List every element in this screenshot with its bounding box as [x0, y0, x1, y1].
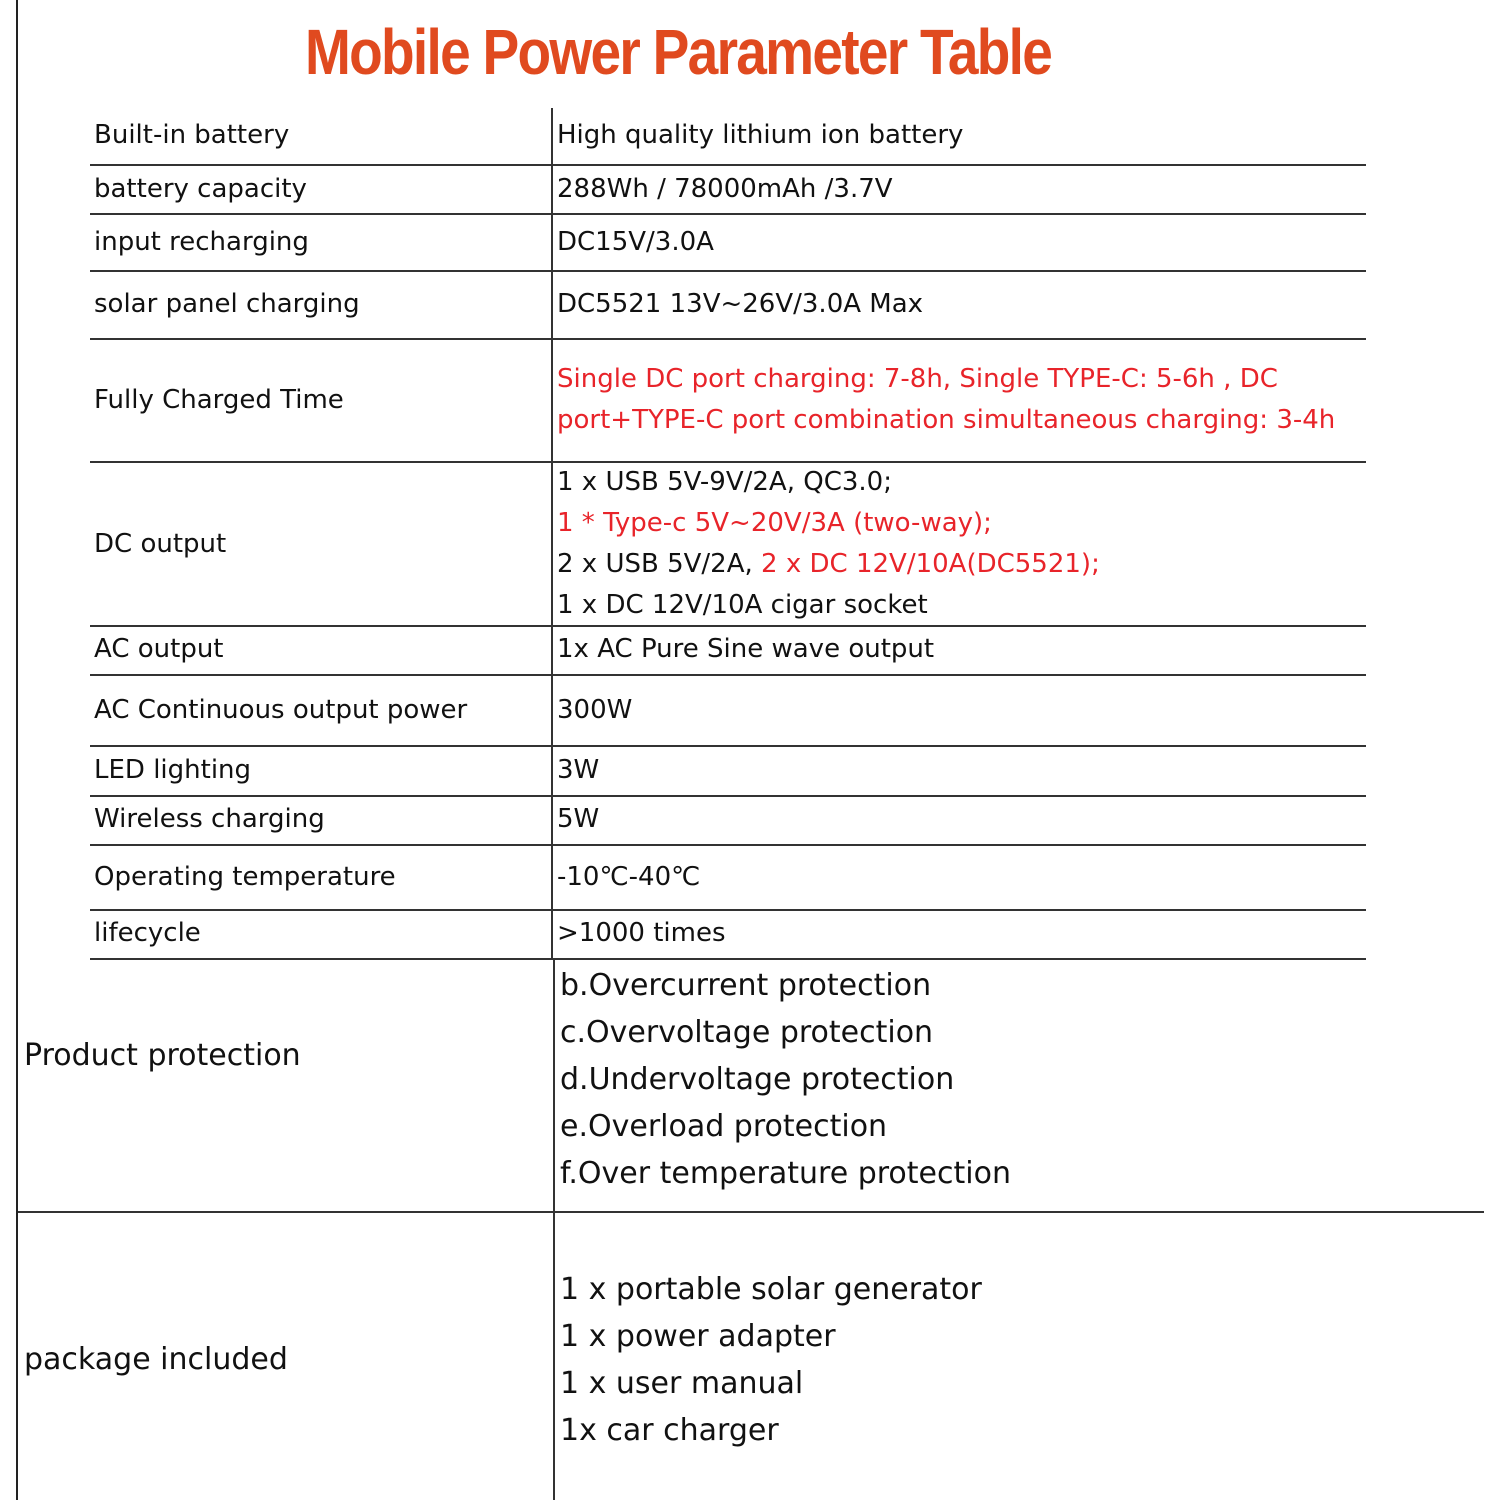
- row-divider: [90, 338, 1366, 340]
- value-solar-panel-charging: DC5521 13V~26V/3.0A Max: [557, 289, 924, 319]
- row-divider: [90, 213, 1366, 215]
- dc-output-line-3-usb: 2 x USB 5V/2A,: [557, 549, 762, 579]
- row-divider: [90, 674, 1366, 676]
- label-ac-output: AC output: [94, 634, 224, 664]
- value-battery-capacity: 288Wh / 78000mAh /3.7V: [557, 174, 893, 204]
- fully-charged-line-2: port+TYPE-C port combination simultaneous charging: 3-4h: [557, 405, 1336, 435]
- row-divider: [90, 844, 1366, 846]
- value-ac-continuous-output-power: 300W: [557, 695, 633, 725]
- row-divider: [90, 795, 1366, 797]
- fully-charged-line-1: Single DC port charging: 7-8h, Single TYPE-C: 5-6h , DC: [557, 364, 1278, 394]
- row-divider: [90, 270, 1366, 272]
- dc-output-line-1: 1 x USB 5V-9V/2A, QC3.0;: [557, 467, 892, 497]
- row-divider: [90, 958, 1366, 960]
- package-included-list: [560, 1266, 1380, 1454]
- label-product-protection: Product protection: [24, 1038, 301, 1073]
- protection-item: b.Overcurrent protection: [560, 968, 932, 1003]
- label-dc-output: DC output: [94, 529, 227, 559]
- package-item: 1 x user manual: [560, 1366, 804, 1401]
- value-operating-temperature: -10℃-40℃: [557, 862, 701, 892]
- label-fully-charged-time: Fully Charged Time: [94, 385, 344, 415]
- dc-output-line-2: 1 * Type-c 5V~20V/3A (two-way);: [557, 508, 992, 538]
- package-item: 1 x power adapter: [560, 1319, 836, 1354]
- dc-output-line-3: [557, 544, 1377, 585]
- value-dc-output: [557, 462, 1377, 626]
- label-operating-temperature: Operating temperature: [94, 862, 396, 892]
- value-wireless-charging: 5W: [557, 804, 600, 834]
- page-title: Mobile Power Parameter Table: [305, 16, 1052, 88]
- protection-item: e.Overload protection: [560, 1109, 888, 1144]
- label-package-included: package included: [24, 1342, 288, 1377]
- value-input-recharging: DC15V/3.0A: [557, 227, 714, 257]
- protection-item: f.Over temperature protection: [560, 1156, 1011, 1191]
- package-item: 1 x portable solar generator: [560, 1272, 982, 1307]
- dc-output-line-4: 1 x DC 12V/10A cigar socket: [557, 590, 928, 620]
- package-item: 1x car charger: [560, 1413, 779, 1448]
- label-wireless-charging: Wireless charging: [94, 804, 325, 834]
- protection-item: d.Undervoltage protection: [560, 1062, 955, 1097]
- label-ac-continuous-output-power: AC Continuous output power: [94, 695, 468, 725]
- label-lifecycle: lifecycle: [94, 918, 201, 948]
- value-fully-charged-time: [557, 359, 1377, 441]
- dc-output-line-3-dc: 2 x DC 12V/10A(DC5521);: [761, 549, 1100, 579]
- product-protection-list: [560, 962, 1380, 1197]
- row-divider: [90, 745, 1366, 747]
- page-left-border: [16, 0, 18, 1500]
- label-solar-panel-charging: solar panel charging: [94, 289, 360, 319]
- value-led-lighting: 3W: [557, 755, 600, 785]
- protection-item: c.Overvoltage protection: [560, 1015, 934, 1050]
- column-divider-lower: [553, 960, 555, 1500]
- label-built-in-battery: Built-in battery: [94, 120, 290, 150]
- label-input-recharging: input recharging: [94, 227, 309, 257]
- row-divider: [90, 909, 1366, 911]
- row-divider: [90, 164, 1366, 166]
- value-built-in-battery: High quality lithium ion battery: [557, 120, 964, 150]
- row-divider-wide: [18, 1211, 1484, 1213]
- label-led-lighting: LED lighting: [94, 755, 252, 785]
- value-ac-output: 1x AC Pure Sine wave output: [557, 634, 935, 664]
- column-divider: [551, 108, 553, 960]
- value-lifecycle: >1000 times: [557, 918, 726, 948]
- label-battery-capacity: battery capacity: [94, 174, 307, 204]
